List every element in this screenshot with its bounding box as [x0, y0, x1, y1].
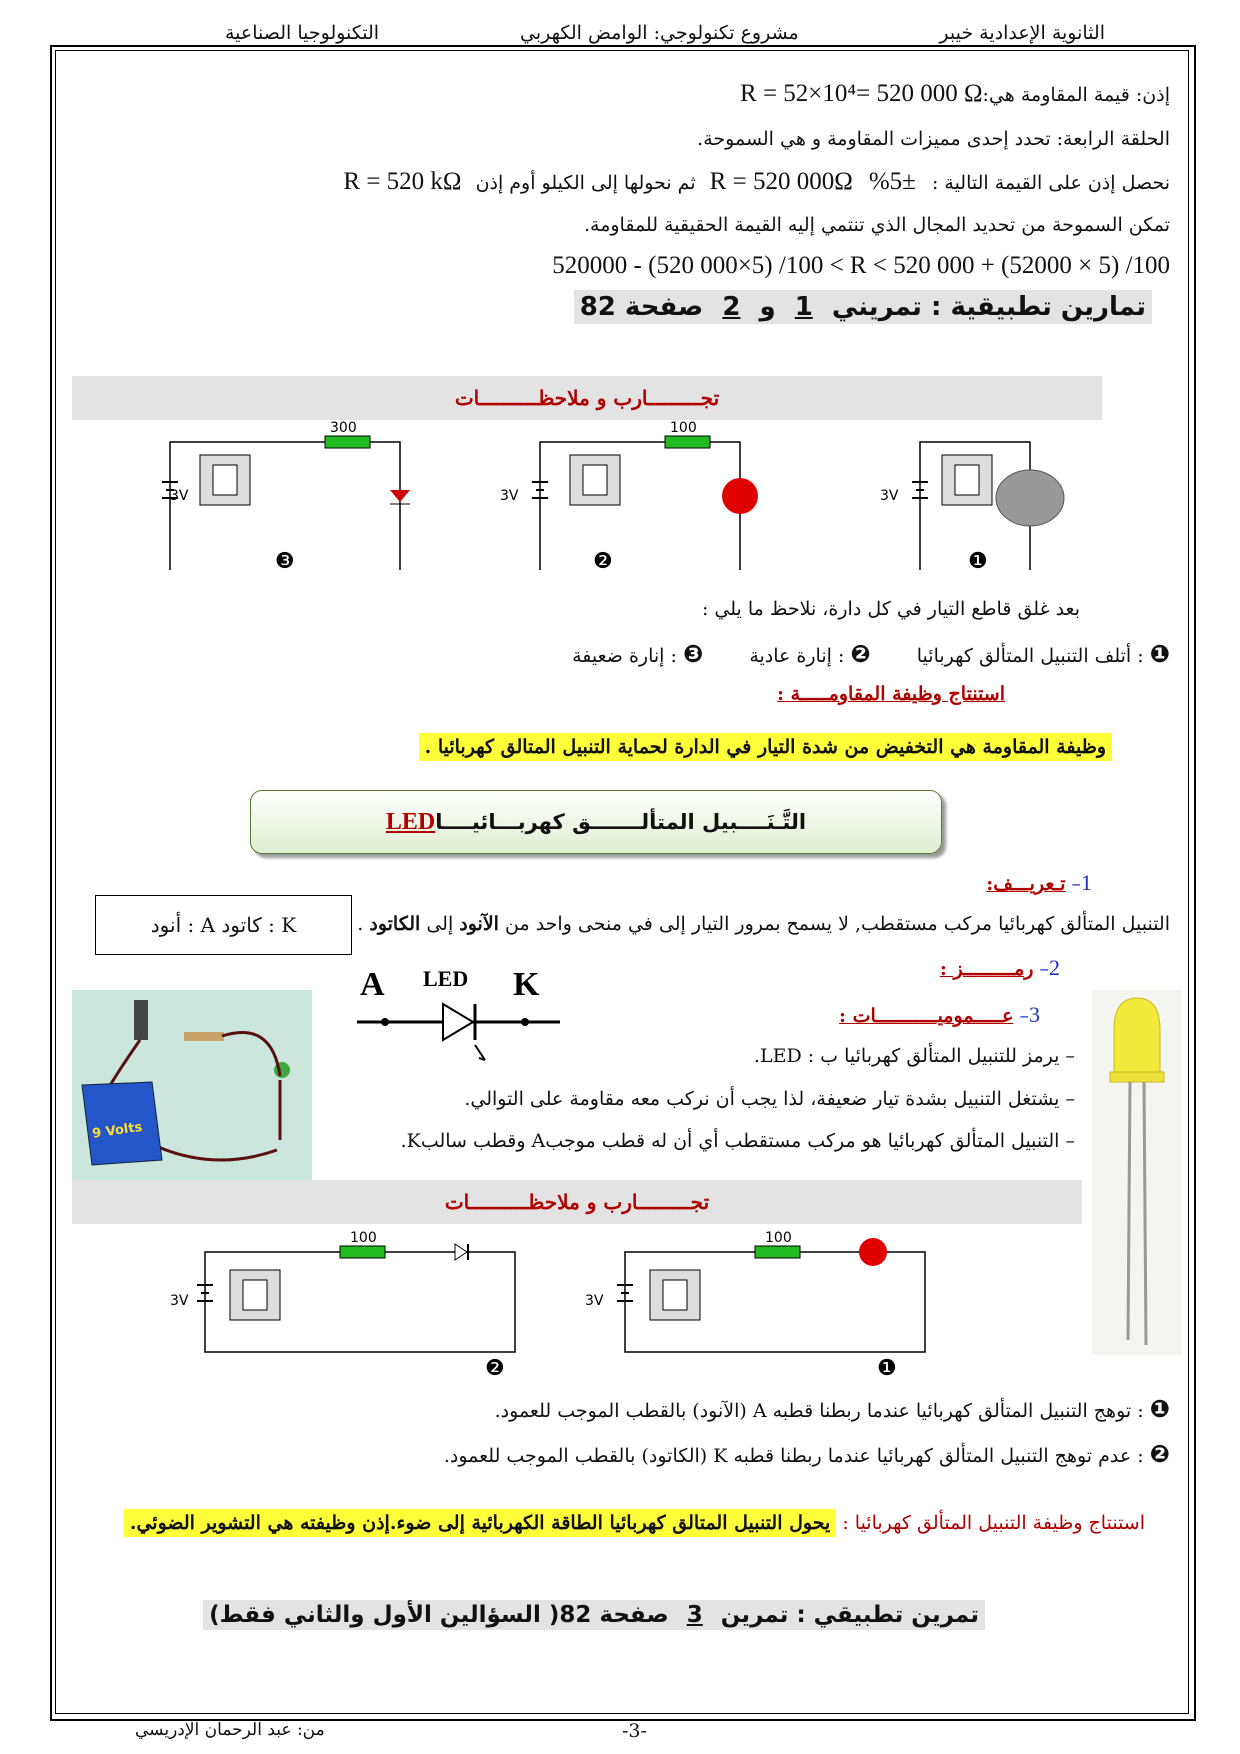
calc-line-2: الحلقة الرابعة: تحدد إحدى مميزات المقاومة و هي السموحة.	[697, 128, 1170, 150]
led-symbol-anode: A	[360, 966, 385, 1003]
conclusion-2: استنتاج وظيفة التنبيل المتألق كهربائيا : يحول التنبيل المتالق كهربائيا الطاقة الكهربائية إلى ضوء.إذن وظيفته هي التشوير الضوئي.	[124, 1512, 1145, 1534]
resistor-label-3: 300	[330, 420, 357, 436]
header-subject: التكنولوجيا الصناعية	[225, 22, 380, 44]
header-school: الثانوية الإعدادية خيبر	[939, 22, 1105, 44]
battery-circuit-photo	[72, 990, 312, 1180]
definition-box: K : كاتود A : أنود	[95, 895, 352, 955]
exp2-resistor-label-1: 100	[765, 1230, 792, 1246]
resistor-label-2: 100	[670, 420, 697, 436]
exp2-circuit-1	[617, 1238, 925, 1352]
conclusion-1-text: وظيفة المقاومة هي التخفيض من شدة التيار في الدارة لحماية التنبيل المتالق كهربائيا .	[419, 733, 1112, 761]
calc-line-3: نحصل إذن على القيمة التالية : ±5% R = 520 000Ω ثم نحولها إلى الكيلو أوم إذن R = 520 kΩ	[343, 168, 1170, 195]
generalities-item-2: – يشتغل التنبيل بشدة تيار ضعيفة، لذا يجب أن نركب معه مقاومة على التوالي.	[464, 1088, 1075, 1110]
circuit-1	[912, 442, 1064, 570]
battery-label: 9 Volts	[91, 1119, 144, 1142]
calc-line-4: تمكن السموحة من تحديد المجال الذي تنتمي إليه القيمة الحقيقية للمقاومة.	[583, 214, 1170, 236]
led-photo	[1092, 990, 1182, 1355]
symbol-heading: 2– رمـــــــــز :	[939, 955, 1060, 980]
led-symbol-label: LED	[423, 966, 469, 991]
footer-page-number: -3-	[622, 1720, 647, 1742]
circuit-number-3: ❸	[275, 549, 295, 570]
led-title: التَّـنَــــبيل المتألـــــــق كهربـــائيــــاLED	[385, 809, 807, 835]
voltage-label-1: 3V	[880, 488, 899, 504]
calc-line-1: إذن: قيمة المقاومة هي:R = 52×10⁴= 520 000 Ω	[740, 80, 1170, 107]
exp2-circuit-2	[197, 1244, 515, 1352]
exp2-circuit-number-1: ❶	[877, 1356, 897, 1380]
circuit-2	[532, 436, 758, 570]
exercise-1: تمارين تطبيقية : تمريني 1 و 2 صفحة 82	[574, 290, 1152, 324]
generalities-item-1: – يرمز للتنبيل المتألق كهربائيا ب : LED.	[753, 1045, 1075, 1067]
circuit-number-1: ❶	[968, 549, 988, 570]
led-symbol	[355, 960, 575, 1075]
header-project: مشروع تكنولوجي: الوامض الكهربي	[520, 22, 799, 44]
experiments-band-1: تجـــــــــارب و ملاحظــــــــــات	[72, 376, 1102, 420]
generalities-item-3: – التنبيل المتألق كهربائيا هو مركب مستقطب أي أن له قطب موجبA وقطب سالبK.	[400, 1130, 1075, 1152]
exercise-2: تمرين تطبيقي : تمرين 3 صفحة 82( السؤالين الأول والثاني فقط)	[203, 1600, 985, 1630]
voltage-label-2: 3V	[500, 488, 519, 504]
circuits-row-1	[100, 420, 1100, 570]
exp2-resistor-label-2: 100	[350, 1230, 377, 1246]
observations-1: ❶ : أتلف التنبيل المتألق كهربائيا ❷ : إنارة عادية ❸ : إنارة ضعيفة	[572, 640, 1170, 668]
exp2-voltage-label-2: 3V	[170, 1293, 189, 1309]
circuits-row-2	[150, 1230, 950, 1380]
after-close-text: بعد غلق قاطع التيار في كل دارة، نلاحظ ما يلي :	[701, 598, 1080, 620]
exp2-circuit-number-2: ❷	[485, 1356, 505, 1380]
circuit-number-2: ❷	[593, 549, 613, 570]
generalities-heading: 3– عـــــموميـــــــــــات :	[839, 1002, 1040, 1027]
footer-author: من: عبد الرحمان الإدريسي	[135, 1720, 325, 1740]
exp2-voltage-label-1: 3V	[585, 1293, 604, 1309]
exp2-observation-1: ❶ : توهج التنبيل المتألق كهربائيا عندما ربطنا قطبه A (الآنود) بالقطب الموجب للعمود.	[494, 1395, 1170, 1423]
led-title-box	[250, 790, 942, 854]
calc-line-5: 520000 - (520 000×5) /100 < R < 520 000 + (52000 × 5) /100	[552, 252, 1170, 279]
conclusion-1-label: استنتاج وظيفة المقاومـــــة :	[777, 683, 1005, 705]
led-symbol-cathode: K	[513, 966, 540, 1003]
exp2-observation-2: ❷ : عدم توهج التنبيل المتألق كهربائيا عندما ربطنا قطبه K (الكاتود) بالقطب الموجب للعمود.	[443, 1440, 1170, 1468]
definition-text: التنبيل المتألق كهربائيا مركب مستقطب, لا يسمح بمرور التيار إلى في منحى واحد من الآنود إلى الكاتود .	[357, 913, 1170, 935]
voltage-label-3: 3V	[170, 488, 189, 504]
experiments-band-2: تجـــــــــارب و ملاحظــــــــــات	[72, 1180, 1082, 1224]
definition-heading: 1– تـعريـــف:	[986, 870, 1092, 895]
